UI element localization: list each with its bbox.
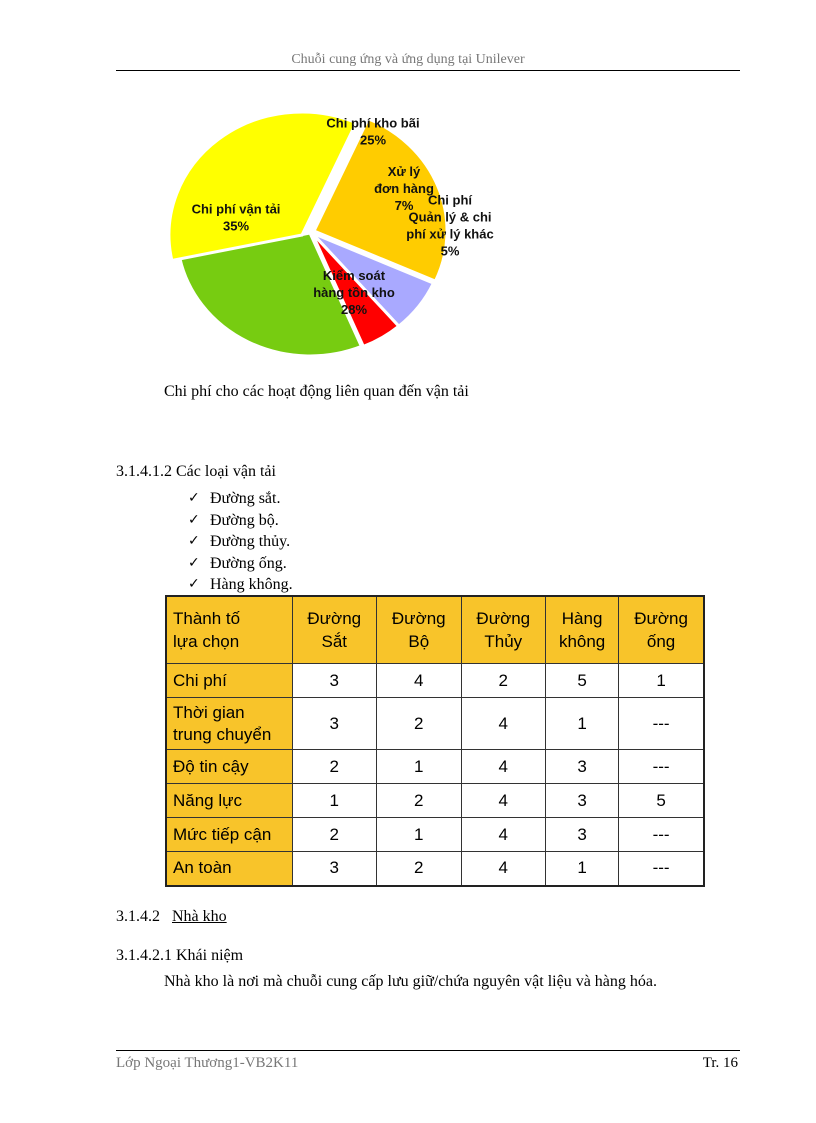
transport-types-list <box>188 488 293 596</box>
value-cell: 1 <box>546 852 619 886</box>
value-cell: 4 <box>461 784 546 818</box>
list-item-label: Đường thủy. <box>210 533 291 550</box>
value-cell: 2 <box>292 818 377 852</box>
value-cell: 3 <box>546 750 619 784</box>
value-cell: 4 <box>461 852 546 886</box>
value-cell: 2 <box>461 664 546 698</box>
table-header-mode: Đường Bộ <box>377 596 462 664</box>
value-cell: 3 <box>292 698 377 750</box>
value-cell: 2 <box>377 784 462 818</box>
check-icon: ✓ <box>188 533 200 549</box>
value-cell: 1 <box>619 664 704 698</box>
page-header-title: Chuỗi cung ứng và ứng dụng tại Unilever <box>291 52 525 67</box>
pie-caption: Chi phí cho các hoạt động liên quan đến vận tải <box>164 383 469 400</box>
check-icon: ✓ <box>188 490 200 506</box>
criteria-cell: Độ tin cậy <box>166 750 292 784</box>
criteria-cell: Năng lực <box>166 784 292 818</box>
value-cell: 3 <box>546 784 619 818</box>
criteria-cell: Chi phí <box>166 664 292 698</box>
warehouse-concept-heading: 3.1.4.2.1 Khái niệm <box>116 947 244 964</box>
table-header-mode: Hàng không <box>546 596 619 664</box>
value-cell: 5 <box>619 784 704 818</box>
value-cell: 1 <box>546 698 619 750</box>
list-item-label: Đường ống. <box>210 554 287 572</box>
list-item <box>188 488 293 510</box>
value-cell: 4 <box>461 818 546 852</box>
value-cell: 2 <box>377 698 462 750</box>
criteria-cell: Mức tiếp cận <box>166 818 292 852</box>
value-cell: 4 <box>461 698 546 750</box>
table-row <box>166 750 704 784</box>
list-item <box>188 574 293 596</box>
table-row <box>166 664 704 698</box>
footer-class-name: Lớp Ngoại Thương1-VB2K11 <box>116 1055 299 1071</box>
table-row <box>166 698 704 750</box>
check-icon: ✓ <box>188 576 200 592</box>
value-cell: 1 <box>377 818 462 852</box>
value-cell: 2 <box>377 852 462 886</box>
pie-slice-label: Kiểm soát hàng tồn kho 28% <box>313 268 395 317</box>
criteria-cell: An toàn <box>166 852 292 886</box>
value-cell: 4 <box>461 750 546 784</box>
value-cell: 5 <box>546 664 619 698</box>
table-row <box>166 784 704 818</box>
pie-slice-label: Chi phí kho bãi 25% <box>326 115 420 148</box>
table-header-criteria: Thành tố lựa chọn <box>166 596 292 664</box>
value-cell: --- <box>619 698 704 750</box>
value-cell: 3 <box>546 818 619 852</box>
value-cell: 3 <box>292 852 377 886</box>
value-cell: --- <box>619 818 704 852</box>
footer-page-number: Tr. 16 <box>702 1055 738 1071</box>
value-cell: 1 <box>377 750 462 784</box>
list-item <box>188 553 293 575</box>
value-cell: --- <box>619 852 704 886</box>
table-header-mode: Đường Thủy <box>461 596 546 664</box>
criteria-cell: Thời gian trung chuyển <box>166 698 292 750</box>
transport-types-heading: 3.1.4.1.2 Các loại vận tải <box>116 463 276 480</box>
pie-slice-label: Xử lý đơn hàng 7% <box>374 164 434 213</box>
list-item-label: Đường sắt. <box>210 490 281 507</box>
footer-rule <box>116 1050 740 1051</box>
table-header-row <box>166 596 704 664</box>
check-icon: ✓ <box>188 554 200 571</box>
check-icon: ✓ <box>188 511 200 528</box>
list-item-label: Hàng không. <box>210 576 293 593</box>
value-cell: 3 <box>292 664 377 698</box>
transport-mode-table <box>165 595 705 887</box>
value-cell: 4 <box>377 664 462 698</box>
pie-slice-label: Chi phí Quản lý & chi phí xử lý khác 5% <box>406 192 494 259</box>
value-cell: 1 <box>292 784 377 818</box>
value-cell: 2 <box>292 750 377 784</box>
table-header-mode: Đường Sắt <box>292 596 377 664</box>
header-rule <box>116 70 740 71</box>
list-item-label: Đường bộ. <box>210 511 279 529</box>
warehouse-section-number: 3.1.4.2 <box>116 908 160 925</box>
cost-pie-chart <box>160 90 580 380</box>
list-item <box>188 510 293 532</box>
warehouse-section-title: Nhà kho <box>172 908 227 925</box>
value-cell: --- <box>619 750 704 784</box>
warehouse-concept-text: Nhà kho là nơi mà chuỗi cung cấp lưu giữ/chứa nguyên vật liệu và hàng hóa. <box>164 973 658 990</box>
pie-slice-label: Chi phí vận tải 35% <box>191 201 281 234</box>
table-row <box>166 852 704 886</box>
table-header-mode: Đường ống <box>619 596 704 664</box>
list-item <box>188 531 293 553</box>
table-row <box>166 818 704 852</box>
